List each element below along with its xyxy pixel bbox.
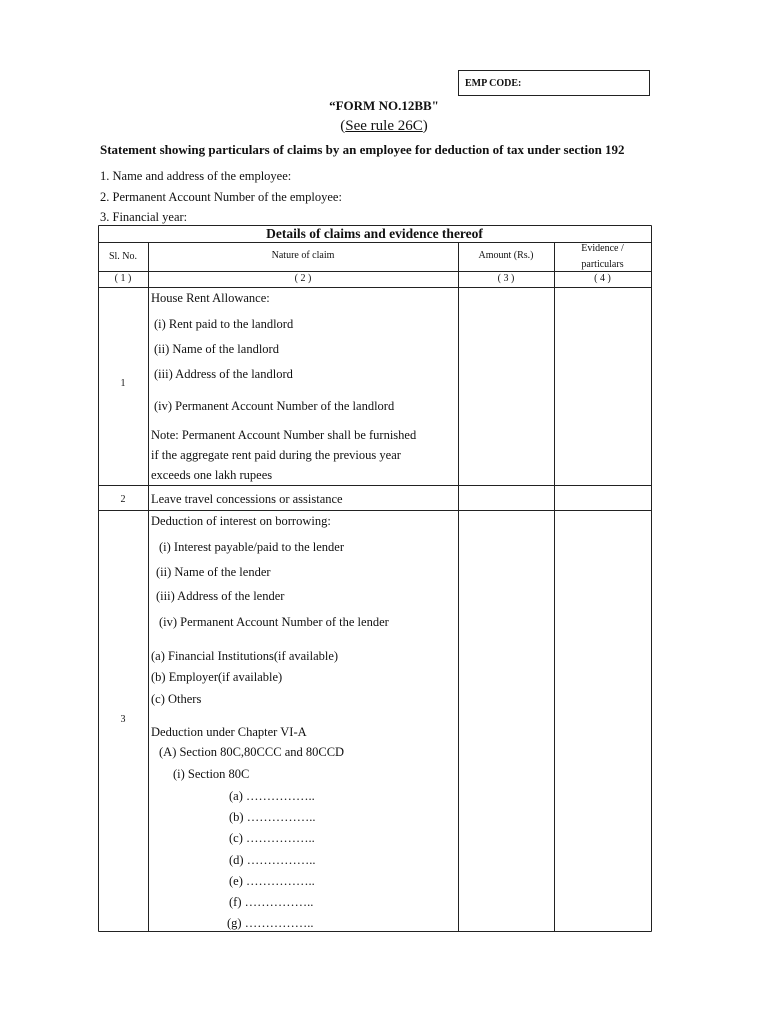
row1-amount-cell[interactable] (459, 288, 554, 485)
col-number-4: ( 4 ) (594, 273, 611, 284)
row1-evidence-cell[interactable] (555, 288, 651, 485)
header-nature-of-claim: Nature of claim (271, 250, 335, 261)
row2-leave-travel: Leave travel concessions or assistance (151, 492, 343, 506)
form-rule-open: ( (340, 118, 346, 134)
row3-employer: (b) Employer(if available) (151, 670, 283, 684)
employee-pan-field: 2. Permanent Account Number of the employee: (100, 190, 342, 204)
row3-item-e: (e) …………….. (229, 874, 315, 888)
row2-amount-cell[interactable] (459, 486, 554, 510)
employee-name-address-field: 1. Name and address of the employee: (100, 169, 292, 183)
row3-item-a: (a) …………….. (229, 789, 315, 803)
row3-lender-name: (ii) Name of the lender (156, 565, 271, 579)
form-title: “FORM NO.12BB" (329, 98, 439, 113)
row3-item-b: (b) …………….. (229, 810, 316, 824)
row3-section-80c: (i) Section 80C (173, 767, 250, 781)
row3-interest-payable: (i) Interest payable/paid to the lender (159, 540, 344, 554)
row3-section-80c-80ccc-80ccd: (A) Section 80C,80CCC and 80CCD (159, 745, 345, 759)
col-number-1: ( 1 ) (114, 273, 132, 284)
row3-lender-address: (iii) Address of the lender (156, 589, 285, 603)
row1-note-line1: Note: Permanent Account Number shall be furnished (151, 428, 417, 442)
header-evidence-line1: Evidence / (581, 243, 624, 254)
row3-lender-pan: (iv) Permanent Account Number of the lender (159, 615, 389, 629)
col-number-2: ( 2 ) (294, 273, 312, 284)
col-number-3: ( 3 ) (497, 273, 515, 284)
row1-rent-paid: (i) Rent paid to the landlord (154, 317, 294, 331)
row1-landlord-name: (ii) Name of the landlord (154, 342, 279, 356)
row3-interest-heading: Deduction of interest on borrowing: (151, 514, 331, 528)
row3-item-g: (g) …………….. (227, 916, 314, 930)
row3-financial-institutions: (a) Financial Institutions(if available) (151, 649, 339, 663)
header-evidence-line2: particulars (581, 259, 624, 270)
row3-chapter-via: Deduction under Chapter VI-A (151, 725, 307, 739)
row1-note-line3: exceeds one lakh rupees (151, 468, 273, 482)
row3-others: (c) Others (151, 692, 202, 706)
row1-note-line2: if the aggregate rent paid during the previous year (151, 448, 401, 462)
row3-evidence-cell[interactable] (555, 511, 651, 931)
row1-landlord-address: (iii) Address of the landlord (154, 367, 293, 381)
row1-landlord-pan: (iv) Permanent Account Number of the landlord (154, 399, 395, 413)
row3-amount-cell[interactable] (459, 511, 554, 931)
form-rule-close: ) (422, 118, 428, 134)
row3-item-c: (c) …………….. (229, 831, 315, 845)
header-sl-no: Sl. No. (108, 251, 138, 262)
row3-item-f: (f) …………….. (229, 895, 314, 909)
row1-sl-no: 1 (120, 378, 126, 389)
row2-evidence-cell[interactable] (555, 486, 651, 510)
form-rule-link: See rule 26C (345, 118, 423, 134)
emp-code-label: EMP CODE: (465, 78, 522, 89)
row3-item-d: (d) …………….. (229, 853, 316, 867)
table-title: Details of claims and evidence thereof (266, 226, 483, 241)
row2-sl-no: 2 (120, 494, 126, 505)
header-amount: Amount (Rs.) (478, 250, 534, 261)
financial-year-field: 3. Financial year: (100, 210, 188, 224)
row3-sl-no: 3 (120, 714, 126, 725)
row1-hra-heading: House Rent Allowance: (151, 291, 270, 305)
statement-heading: Statement showing particulars of claims by an employee for deduction of tax under section 192 (100, 142, 625, 157)
